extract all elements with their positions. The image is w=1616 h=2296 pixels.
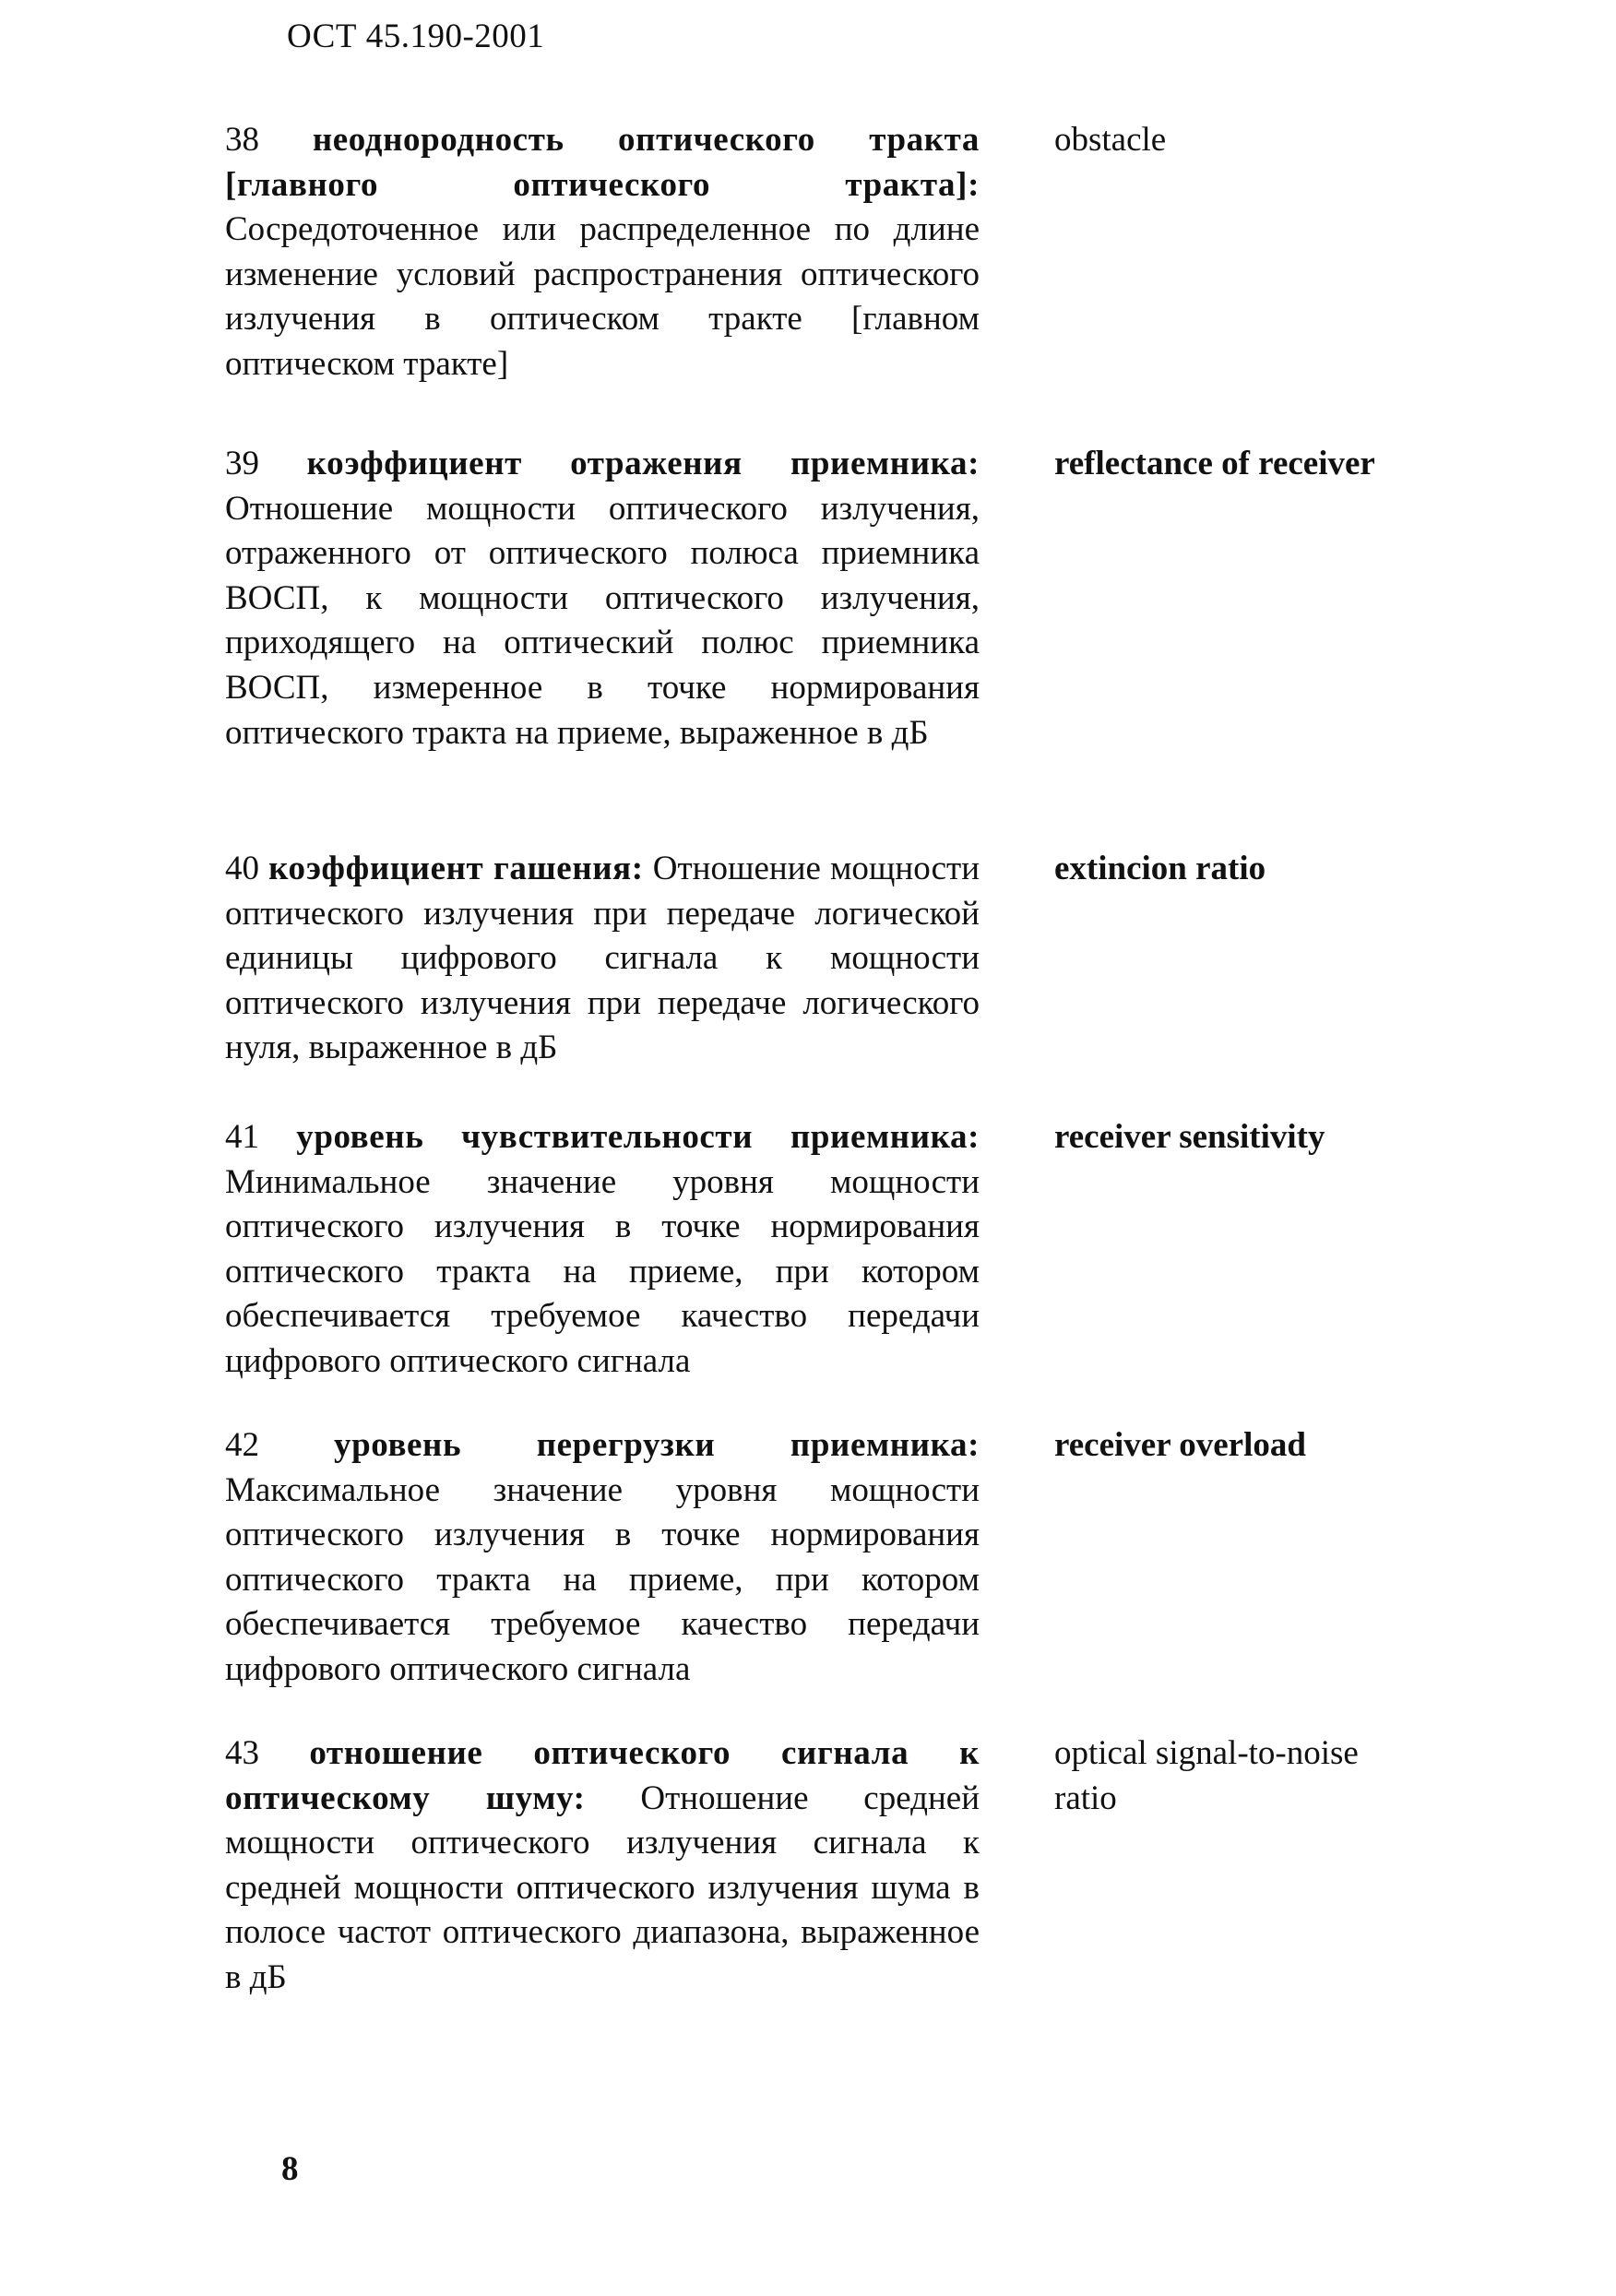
term-definition: Сосредоточенное или распределенное по длине изменение условий распространения оптического излучения в оптическом тракте [главном оптическом тракте] bbox=[225, 210, 980, 383]
term-english: obstacle bbox=[1054, 121, 1167, 159]
term-definition: Максимальное значение уровня мощности оптического излучения в точке нормирования оптического тракта на приеме, при котором обеспечивается требуемое качество передачи цифрового оптического сигнала bbox=[225, 1470, 980, 1688]
term-name: отношение оптического сигнала к оптическому шуму: bbox=[225, 1734, 980, 1817]
term-definition: Минимальное значение уровня мощности оптического излучения в точке нормирования оптического тракта на приеме, при котором обеспечивается требуемое качество передачи цифрового оптического сигнала bbox=[225, 1162, 980, 1380]
term-english: receiver sensitivity bbox=[1054, 1118, 1325, 1156]
term-number: 40 bbox=[225, 850, 259, 887]
term-number: 43 bbox=[225, 1734, 259, 1772]
term-name: коэффициент отражения приемника: bbox=[306, 445, 980, 482]
term-body bbox=[225, 118, 980, 387]
term-english: optical signal-to-noise ratio bbox=[1054, 1734, 1359, 1817]
term-body bbox=[225, 847, 980, 1071]
term-number: 42 bbox=[225, 1426, 259, 1464]
page-number: 8 bbox=[281, 2150, 299, 2188]
term-definition: Отношение мощности оптического излучения, отраженного от оптического полюса приемника ВОСП, к мощности оптического излучения, приходящего на оптический полюс приемника ВОСП, измеренное в точке нормирования оптического тракта на приеме, выраженное в дБ bbox=[225, 489, 980, 752]
term-name: неоднородность оптического тракта [главного оптического тракта]: bbox=[225, 121, 980, 204]
term-body bbox=[225, 442, 980, 755]
term-number: 41 bbox=[225, 1118, 259, 1156]
term-definition: Отношение мощности оптического излучения при передаче логической единицы цифрового сигнала к мощности оптического излучения при передаче логического нуля, выраженное в дБ bbox=[225, 850, 980, 1067]
term-name: уровень чувствительности приемника: bbox=[296, 1118, 980, 1156]
term-body bbox=[225, 1731, 980, 2001]
term-number: 38 bbox=[225, 121, 259, 159]
document-code-header: ОСТ 45.190-2001 bbox=[287, 18, 545, 55]
term-english: extincion ratio bbox=[1054, 850, 1266, 887]
term-body bbox=[225, 1115, 980, 1385]
term-english: reflectance of receiver bbox=[1054, 445, 1375, 482]
term-body bbox=[225, 1423, 980, 1693]
term-name: уровень перегрузки приемника: bbox=[333, 1426, 980, 1464]
term-name: коэффициент гашения: bbox=[268, 850, 644, 887]
term-number: 39 bbox=[225, 445, 259, 482]
term-definition: Отношение средней мощности оптического излучения сигнала к средней мощности оптического излучения шума в полосе частот оптического диапазона, выраженное в дБ bbox=[225, 1779, 980, 1996]
term-english: receiver overload bbox=[1054, 1426, 1306, 1464]
